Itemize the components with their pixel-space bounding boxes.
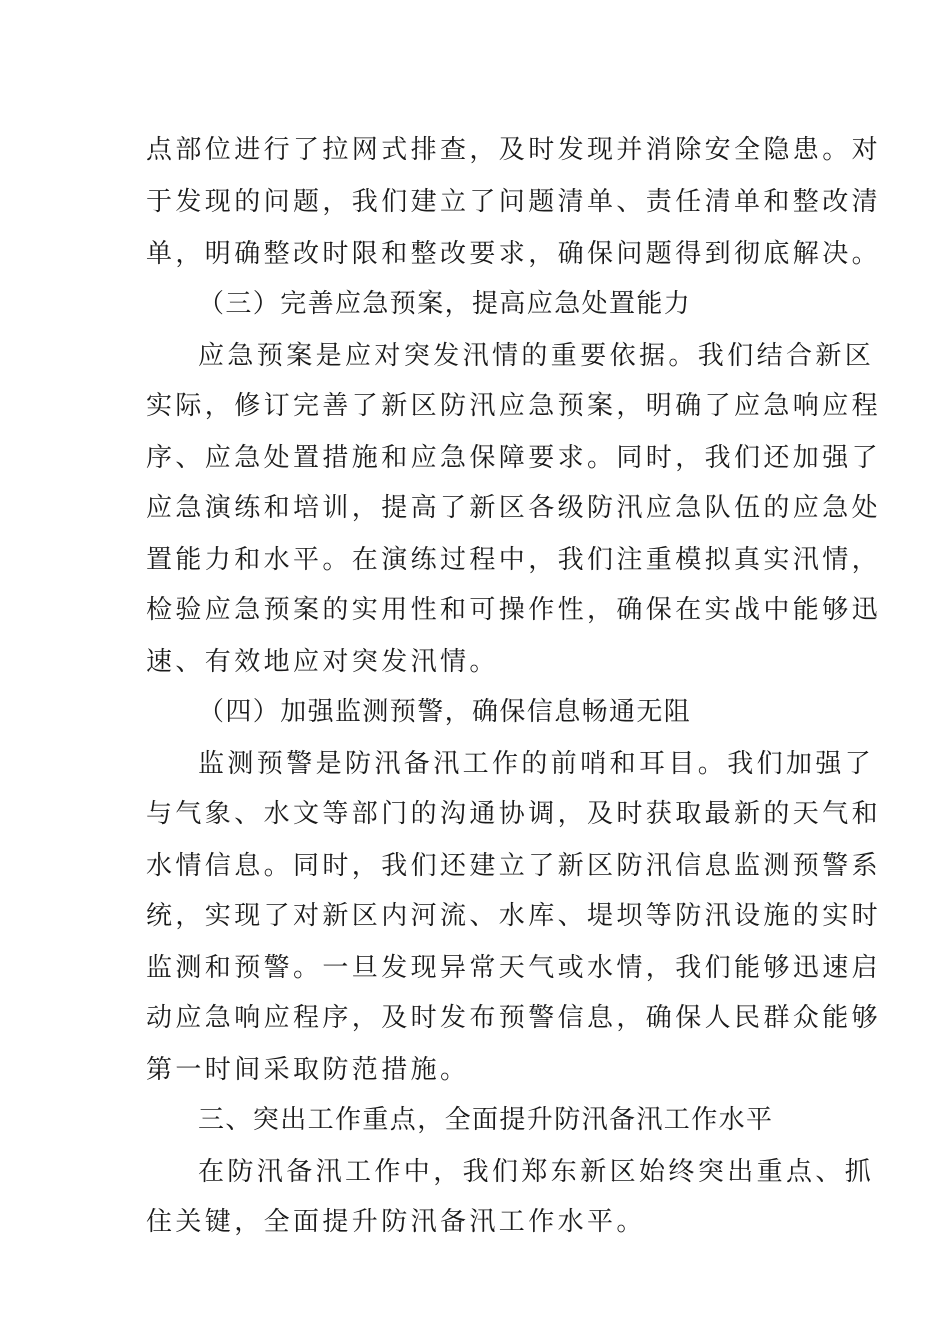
section-heading-4: （四）加强监测预警，确保信息畅通无阻 <box>198 697 692 727</box>
paragraph-line: 应急演练和培训，提高了新区各级防汛应急队伍的应急处 <box>146 493 882 523</box>
paragraph-line: 实际，修订完善了新区防汛应急预案，明确了应急响应程 <box>146 391 882 421</box>
section-heading-three: 三、突出工作重点，全面提升防汛备汛工作水平 <box>198 1105 774 1135</box>
section-heading-3: （三）完善应急预案，提高应急处置能力 <box>198 289 692 319</box>
paragraph-line: 动应急响应程序，及时发布预警信息，确保人民群众能够 <box>146 1003 882 1033</box>
paragraph-line: 于发现的问题，我们建立了问题清单、责任清单和整改清 <box>146 187 882 217</box>
paragraph-line: 与气象、水文等部门的沟通协调，及时获取最新的天气和 <box>146 799 882 829</box>
paragraph-line: 序、应急处置措施和应急保障要求。同时，我们还加强了 <box>146 443 882 473</box>
paragraph-line: 住关键，全面提升防汛备汛工作水平。 <box>146 1207 646 1237</box>
paragraph-line: 应急预案是应对突发汛情的重要依据。我们结合新区 <box>198 341 875 371</box>
paragraph-line: 统，实现了对新区内河流、水库、堤坝等防汛设施的实时 <box>146 901 882 931</box>
paragraph-line: 置能力和水平。在演练过程中，我们注重模拟真实汛情， <box>146 545 882 575</box>
paragraph-line: 水情信息。同时，我们还建立了新区防汛信息监测预警系 <box>146 851 882 881</box>
paragraph-line: 点部位进行了拉网式排查，及时发现并消除安全隐患。对 <box>146 135 882 165</box>
paragraph-line: 检验应急预案的实用性和可操作性，确保在实战中能够迅 <box>146 595 882 625</box>
paragraph-line: 速、有效地应对突发汛情。 <box>146 647 499 677</box>
paragraph-line: 单，明确整改时限和整改要求，确保问题得到彻底解决。 <box>146 239 882 269</box>
paragraph-line: 监测和预警。一旦发现异常天气或水情，我们能够迅速启 <box>146 953 882 983</box>
paragraph-line: 监测预警是防汛备汛工作的前哨和耳目。我们加强了 <box>198 749 875 779</box>
paragraph-line: 在防汛备汛工作中，我们郑东新区始终突出重点、抓 <box>198 1157 875 1187</box>
paragraph-line: 第一时间采取防范措施。 <box>146 1055 470 1085</box>
